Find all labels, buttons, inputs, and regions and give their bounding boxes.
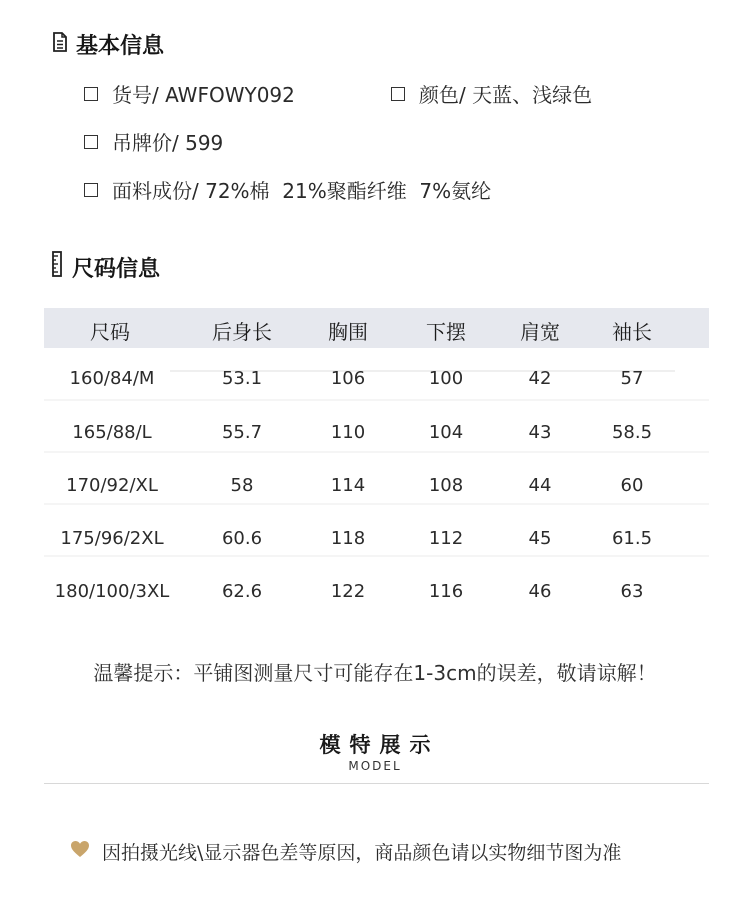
section-divider <box>44 783 709 784</box>
cell-hem: 104 <box>428 422 464 443</box>
cell-hem: 100 <box>428 368 464 389</box>
row-divider <box>44 451 709 453</box>
size-table-header <box>44 308 709 348</box>
header-sleeve: 袖长 <box>612 320 652 344</box>
fabric-composition <box>84 175 491 204</box>
item-number <box>84 79 295 108</box>
header-chest: 胸围 <box>328 320 368 344</box>
checkbox-icon <box>391 87 405 101</box>
row-divider <box>44 503 709 505</box>
header-size: 尺码 <box>90 320 130 344</box>
item-number-text: 货号/ AWFOWY092 <box>112 83 295 107</box>
cell-chest: 122 <box>330 581 366 602</box>
cell-back-length: 62.6 <box>221 581 263 602</box>
basic-info-title-text: 基本信息 <box>76 34 165 59</box>
row-divider <box>44 555 709 557</box>
tag-price <box>84 127 223 156</box>
cell-back-length: 60.6 <box>221 528 263 549</box>
cell-back-length: 53.1 <box>221 368 263 389</box>
cell-size: 165/88/L <box>72 422 152 443</box>
cell-chest: 110 <box>330 422 366 443</box>
size-info-title <box>52 251 160 283</box>
cell-back-length: 55.7 <box>221 422 263 443</box>
cell-shoulder: 46 <box>528 581 552 602</box>
cell-shoulder: 44 <box>528 475 552 496</box>
cell-size: 160/84/M <box>69 368 155 389</box>
fabric-composition-text: 面料成份/ 72%棉 21%聚酯纤维 7%氨纶 <box>112 179 492 203</box>
measurement-tip: 温馨提示：平铺图测量尺寸可能存在1-3cm的误差，敬请谅解！ <box>93 661 657 685</box>
cell-chest: 114 <box>330 475 366 496</box>
header-hem: 下摆 <box>426 320 466 344</box>
cell-sleeve: 60 <box>620 475 644 496</box>
checkbox-icon <box>84 87 98 101</box>
checkbox-icon <box>84 183 98 197</box>
cell-size: 180/100/3XL <box>54 581 170 602</box>
cell-size: 175/96/2XL <box>60 528 164 549</box>
item-color-text: 颜色/ 天蓝、浅绿色 <box>419 83 593 107</box>
tag-price-text: 吊牌价/ 599 <box>112 131 224 155</box>
cell-shoulder: 42 <box>528 368 552 389</box>
color-notice-text: 因拍摄光线\显示器色差等原因，商品颜色请以实物细节图为准 <box>102 842 622 864</box>
item-color <box>391 79 592 108</box>
row-divider <box>44 399 709 401</box>
cell-sleeve: 57 <box>620 368 644 389</box>
model-subtitle: MODEL <box>348 759 402 773</box>
size-info-title-text: 尺码信息 <box>72 256 161 282</box>
cell-hem: 116 <box>428 581 464 602</box>
model-title: 模特展示 <box>319 733 440 757</box>
color-notice <box>70 838 621 865</box>
cell-sleeve: 63 <box>620 581 644 602</box>
cell-back-length: 58 <box>230 475 254 496</box>
cell-shoulder: 45 <box>528 528 552 549</box>
cell-chest: 106 <box>330 368 366 389</box>
header-shoulder: 肩宽 <box>520 320 560 344</box>
cell-size: 170/92/XL <box>66 475 158 496</box>
cell-chest: 118 <box>330 528 366 549</box>
cell-sleeve: 61.5 <box>611 528 653 549</box>
checkbox-icon <box>84 135 98 149</box>
header-back-length: 后身长 <box>212 320 272 344</box>
ruler-icon <box>52 251 64 283</box>
cell-shoulder: 43 <box>528 422 552 443</box>
basic-info-title <box>52 29 164 60</box>
cell-sleeve: 58.5 <box>611 422 653 443</box>
heart-icon <box>70 840 90 863</box>
document-icon <box>52 32 68 58</box>
cell-hem: 108 <box>428 475 464 496</box>
cell-hem: 112 <box>428 528 464 549</box>
